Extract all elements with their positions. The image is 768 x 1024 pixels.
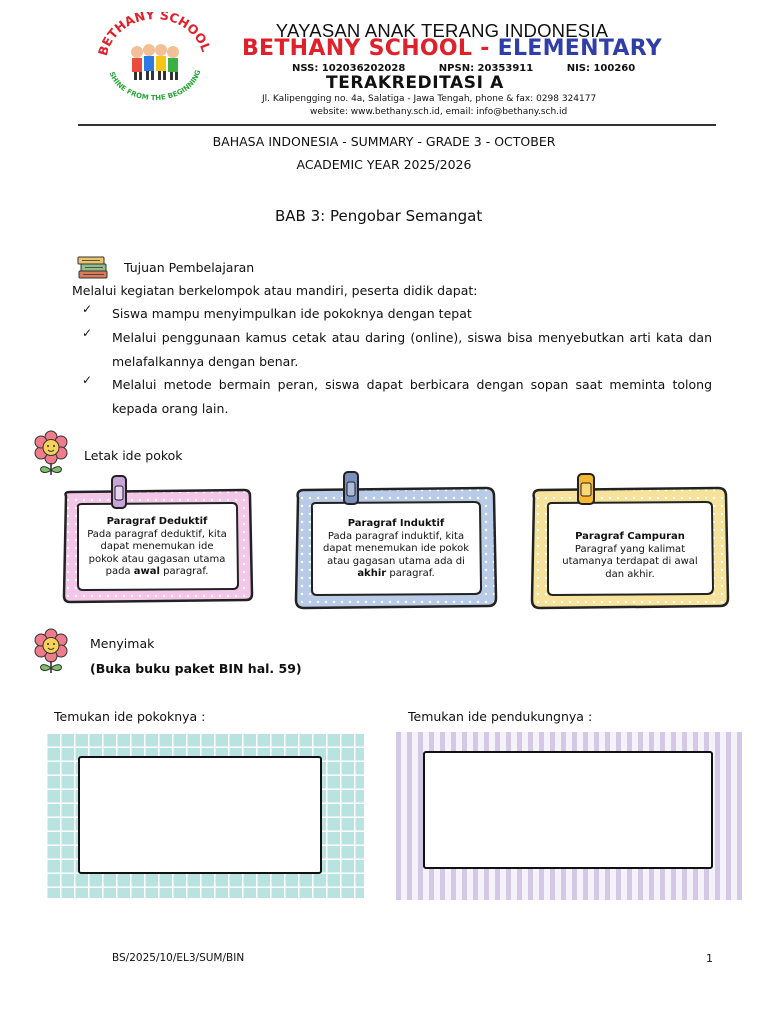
flower-icon: [32, 628, 70, 674]
school-name-main: BETHANY SCHOOL: [241, 36, 473, 61]
section-heading-letak: Letak ide pokok: [84, 448, 183, 463]
school-address: Jl. Kalipengging no. 4a, Salatiga - Jawa Tengah, phone & fax: 0298 324177: [262, 94, 597, 104]
objective-item: [82, 326, 712, 374]
section-heading-menyimak: Menyimak: [90, 636, 155, 651]
objective-item: [82, 302, 712, 326]
card-body-end: paragraf.: [389, 568, 435, 579]
card-emphasis: akhir: [357, 568, 387, 579]
checkmark-icon: ✓: [82, 326, 93, 340]
school-name-dash: -: [480, 36, 490, 61]
header-divider: [78, 124, 716, 126]
checkmark-icon: ✓: [82, 302, 93, 316]
main-idea-answer-frame: [46, 734, 364, 898]
nss-number: NSS: 102036202028: [292, 63, 406, 74]
books-icon: [76, 252, 110, 280]
supporting-idea-prompt: Temukan ide pendukungnya :: [408, 709, 593, 724]
objectives-intro: Melalui kegiatan berkelompok atau mandiri, peserta didik dapat:: [72, 283, 478, 298]
card-body: Paragraf yang kalimat utamanya terdapat di awal dan akhir.: [562, 543, 698, 580]
textbook-note: (Buka buku paket BIN hal. 59): [90, 661, 302, 676]
school-level: ELEMENTARY: [497, 36, 663, 61]
card-text: [560, 531, 700, 581]
card-body: Pada paragraf induktif, kita dapat menemukan ide pokok atau gagasan utama ada di: [322, 530, 470, 567]
children-icon: [131, 44, 179, 80]
logo-tagline: SHINE FROM THE BEGINNING: [107, 69, 203, 103]
objective-text: Melalui penggunaan kamus cetak atau daring (online), siswa bisa menyebutkan arti kata dan melafalkannya dengan benar.: [112, 330, 712, 369]
card-title: Paragraf Campuran: [575, 531, 685, 542]
card-induktif: [290, 470, 500, 612]
card-text: [84, 516, 230, 579]
objective-item: [82, 373, 712, 421]
school-logo: [92, 12, 216, 112]
supporting-idea-answer-frame: [396, 732, 742, 900]
subject-line: BAHASA INDONESIA - SUMMARY - GRADE 3 - OCTOBER: [212, 134, 556, 149]
card-title: Paragraf Deduktif: [106, 516, 208, 527]
npsn-number: NPSN: 20353911: [438, 63, 534, 74]
card-emphasis: awal: [133, 566, 160, 577]
chapter-title: BAB 3: Pengobar Semangat: [275, 207, 483, 225]
academic-year: ACADEMIC YEAR 2025/2026: [296, 157, 472, 172]
card-body: Pada paragraf deduktif, kita dapat menemukan ide pokok atau gagasan utama pada: [87, 528, 227, 577]
main-idea-answer-box[interactable]: [78, 756, 322, 874]
card-text: [318, 518, 474, 581]
nis-number: NIS: 100260: [566, 63, 636, 74]
logo-text: BETHANY SCHOOL: [94, 12, 214, 58]
supporting-idea-answer-box[interactable]: [423, 751, 713, 869]
school-website: website: www.bethany.sch.id, email: info@bethany.sch.id: [310, 107, 568, 117]
page-number: 1: [706, 952, 713, 965]
foundation-name: YAYASAN ANAK TERANG INDONESIA: [275, 20, 609, 41]
checkmark-icon: ✓: [82, 373, 93, 387]
accreditation: TERAKREDITASI A: [326, 73, 504, 93]
card-deduktif: [56, 472, 258, 610]
objectives-heading: Tujuan Pembelajaran: [124, 260, 255, 275]
document-code: BS/2025/10/EL3/SUM/BIN: [112, 952, 245, 964]
card-title: Paragraf Induktif: [347, 518, 445, 529]
flower-icon: [32, 430, 70, 476]
svg-text:SHINE FROM THE BEGINNING: [108, 69, 203, 102]
card-campuran: [526, 470, 732, 610]
objective-text: Melalui metode bermain peran, siswa dapat berbicara dengan sopan saat meminta tolong kepada orang lain.: [112, 377, 712, 416]
main-idea-prompt: Temukan ide pokoknya :: [54, 709, 206, 724]
card-body-end: paragraf.: [163, 566, 209, 577]
objective-text: Siswa mampu menyimpulkan ide pokoknya dengan tepat: [112, 306, 472, 321]
school-name: [226, 36, 678, 61]
